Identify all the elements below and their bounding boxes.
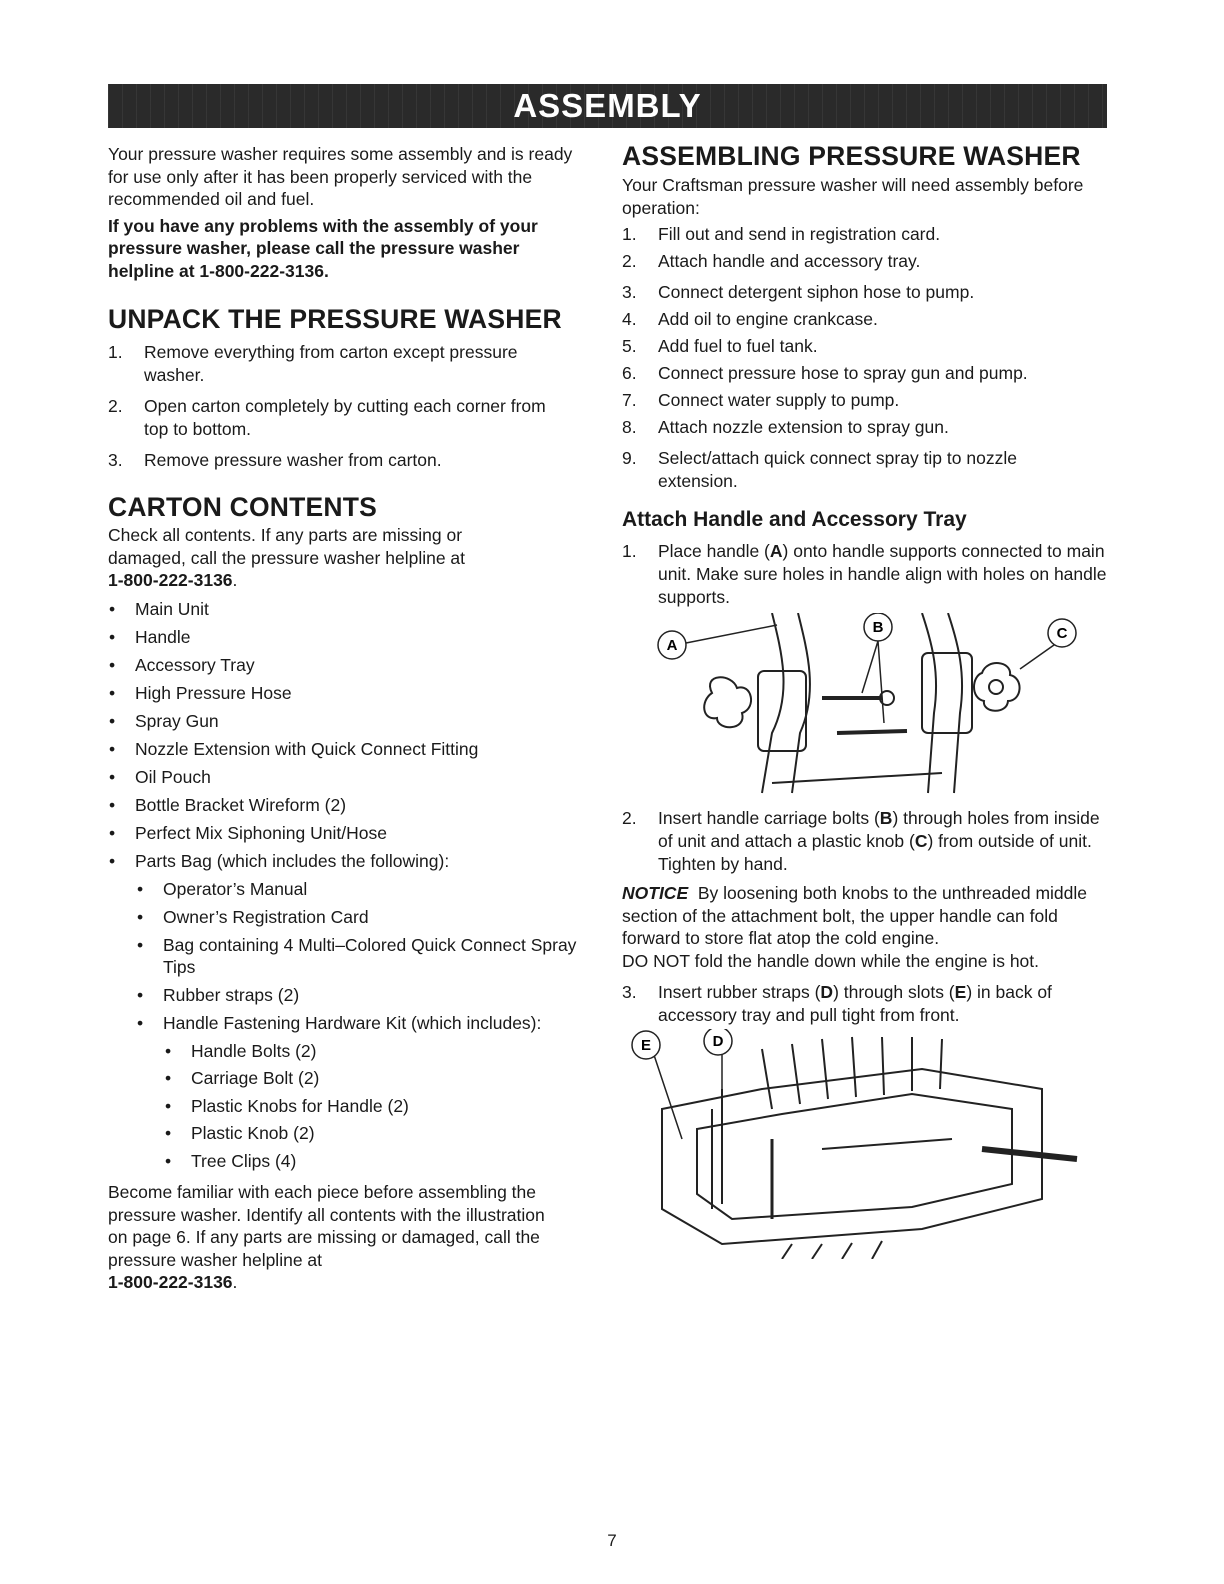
attach-step: 1. Place handle (A) onto handle supports connected to main unit. Make sure holes in handle align with holes on handle supports. <box>622 541 1107 607</box>
page-number: 7 <box>607 1531 617 1550</box>
attach-step: 3. Insert rubber straps (D) through slots (E) in back of accessory tray and pull tight from front. <box>622 982 1052 1025</box>
list-item: • Operator’s Manual <box>163 878 590 906</box>
list-item: • Carriage Bolt (2) <box>191 1067 590 1095</box>
assembling-steps <box>622 223 1108 493</box>
helpline-number: 1-800-222-3136 <box>108 570 233 590</box>
list-item: • High Pressure Hose <box>135 682 590 710</box>
assembling-intro: Your Craftsman pressure washer will need assembly before operation: <box>622 175 1084 218</box>
assembly-step: 8. Attach nozzle extension to spray gun. <box>622 417 949 437</box>
assembling-heading: ASSEMBLING PRESSURE WASHER <box>622 141 1081 171</box>
list-item: • Handle <box>135 626 590 654</box>
callout-label: B <box>872 619 884 636</box>
carton-intro: Check all contents. If any parts are missing or damaged, call the pressure washer helpline at 1-800-222-3136. <box>108 525 466 590</box>
list-item: • Oil Pouch <box>135 766 590 794</box>
banner-title: ASSEMBLY <box>513 87 702 124</box>
carton-outro: Become familiar with each piece before assembling the pressure washer. Identify all contents with the illustration on page 6. If any parts are missing or damaged, call the pressure washer helpline at 1-800-222-3136. <box>108 1182 545 1292</box>
list-item: • Main Unit <box>135 598 590 626</box>
attach-step-1 <box>622 540 1108 609</box>
right-column <box>622 143 1108 1259</box>
list-item: • Tree Clips (4) <box>191 1150 590 1178</box>
attach-step: 2. Insert handle carriage bolts (B) through holes from inside of unit and attach a plastic knob (C) from outside of unit. Tighten by hand. <box>622 808 1100 874</box>
assembly-step: 1. Fill out and send in registration card. <box>622 224 941 244</box>
handle-attachment-illustration <box>622 613 1108 803</box>
list-item: • Plastic Knobs for Handle (2) <box>191 1095 590 1123</box>
unpack-step: 2. Open carton completely by cutting each corner from top to bottom. <box>108 396 546 439</box>
unpack-step: 3. Remove pressure washer from carton. <box>108 450 442 470</box>
callout-label: A <box>666 637 678 654</box>
left-column <box>108 143 590 1294</box>
list-item: • Spray Gun <box>135 710 590 738</box>
assembly-step: 9. Select/attach quick connect spray tip to nozzle extension. <box>622 448 1017 491</box>
assembly-step: 7. Connect water supply to pump. <box>622 390 900 410</box>
section-banner <box>108 84 1107 128</box>
intro-text: Your pressure washer requires some assembly and is ready for use only after it has been properly serviced with the recommended oil and fuel. <box>108 144 573 209</box>
notice-paragraph: NOTICE By loosening both knobs to the unthreaded middle section of the attachment bolt, the upper handle can fold forward to store flat atop the cold engine. DO NOT fold the handle down while the engine is hot. <box>622 883 1088 971</box>
callout-label: E <box>640 1037 652 1054</box>
list-item: • Plastic Knob (2) <box>191 1122 590 1150</box>
attach-step-3 <box>622 981 1108 1027</box>
list-item: • Nozzle Extension with Quick Connect Fitting <box>135 738 590 766</box>
callout-label: D <box>712 1033 724 1050</box>
carton-heading: CARTON CONTENTS <box>108 492 377 522</box>
parts-bag-items <box>108 878 590 1040</box>
carton-items <box>108 598 590 878</box>
assembly-step: 6. Connect pressure hose to spray gun and pump. <box>622 363 1028 383</box>
hardware-items <box>108 1040 590 1178</box>
list-item: • Bag containing 4 Multi–Colored Quick Connect Spray Tips <box>163 934 583 984</box>
unpack-heading: UNPACK THE PRESSURE WASHER <box>108 304 562 334</box>
list-item: • Handle Fastening Hardware Kit (which includes): <box>163 1012 590 1040</box>
unpack-steps <box>108 341 590 472</box>
assembly-step: 3. Connect detergent siphon hose to pump. <box>622 282 975 302</box>
list-item: • Owner’s Registration Card <box>163 906 590 934</box>
helpline-number: 1-800-222-3136 <box>108 1272 233 1292</box>
callout-label: C <box>1056 625 1068 642</box>
assembly-step: 2. Attach handle and accessory tray. <box>622 251 921 271</box>
unpack-step: 1. Remove everything from carton except pressure washer. <box>108 342 518 385</box>
attach-heading: Attach Handle and Accessory Tray <box>622 508 967 531</box>
assembly-step: 4. Add oil to engine crankcase. <box>622 309 878 329</box>
list-item: • Bottle Bracket Wireform (2) <box>135 794 590 822</box>
list-item: • Parts Bag (which includes the following): <box>135 850 590 878</box>
list-item: • Handle Bolts (2) <box>191 1040 590 1068</box>
assembly-step: 5. Add fuel to fuel tank. <box>622 336 818 356</box>
list-item: • Perfect Mix Siphoning Unit/Hose <box>135 822 590 850</box>
list-item: • Accessory Tray <box>135 654 590 682</box>
attach-step-2 <box>622 807 1108 876</box>
list-item: • Rubber straps (2) <box>163 984 590 1012</box>
accessory-tray-illustration <box>622 1029 1108 1259</box>
notice-label: NOTICE <box>622 883 689 903</box>
helpline-notice: If you have any problems with the assembly of your pressure washer, please call the pressure washer helpline at 1-800-222-3136. <box>108 215 538 281</box>
